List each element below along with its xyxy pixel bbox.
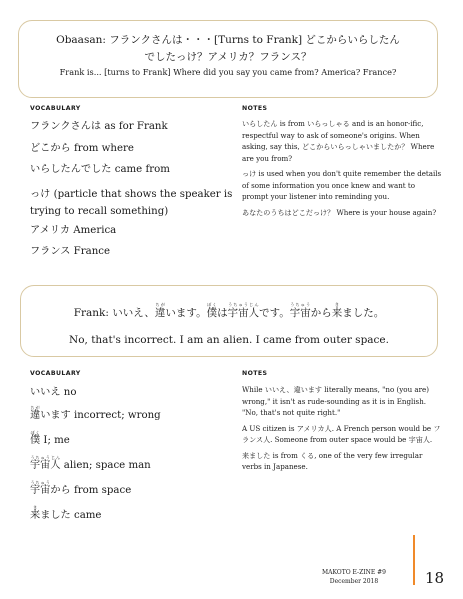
furigana: うちゅう: [30, 480, 51, 485]
furigana: ぼく: [206, 302, 218, 307]
english-translation: No, that's incorrect. I am an alien. I came from outer space.: [69, 334, 389, 346]
vocab-gloss: います incorrect; wrong: [40, 410, 161, 421]
vocabulary-heading: VOCABULARY: [30, 105, 81, 112]
japanese-text: ました。: [342, 307, 385, 319]
furigana: ぼく: [30, 430, 41, 435]
furigana-word: [227, 302, 260, 319]
notes-heading: NOTES: [242, 370, 268, 377]
furigana-word: [206, 302, 218, 319]
publication-date: December 2018: [329, 578, 379, 585]
vocab-gloss: ました came: [40, 510, 102, 521]
furigana: き: [30, 505, 41, 510]
furigana-word: [30, 455, 61, 471]
kanji: 宇宙人: [227, 307, 260, 319]
vocab-item: いらしたんでした came from: [30, 164, 170, 175]
kanji: 僕: [30, 435, 41, 446]
note-paragraph: While いいえ、違います literally means, "no (you are) wrong," it isn't as rude-sounding as it is in English. "No, that's not quite right.": [242, 385, 429, 417]
dialog-box-frank: [20, 285, 438, 357]
speaker-name: Obaasan:: [56, 34, 106, 46]
vocab-item: [30, 455, 235, 475]
furigana-word: [331, 302, 343, 319]
dialog-line: [19, 32, 437, 49]
vocab-item: [30, 505, 235, 525]
vocab-item: アメリカ America: [30, 224, 117, 236]
vocab-item: いいえ no: [30, 387, 77, 398]
footer-publication: [322, 568, 386, 586]
vocab-item: フランス France: [30, 246, 110, 257]
note-paragraph: っけ is used when you don't quite remember the details of some information you once knew and want to prompt your listener into reminding you.: [242, 169, 442, 201]
notes-heading: NOTES: [242, 105, 268, 112]
vocab-item: [30, 405, 235, 425]
japanese-text: から: [310, 307, 332, 319]
vocab-item: っけ (particle that shows the speaker is trying to recall something): [30, 188, 233, 217]
furigana: うちゅう: [289, 302, 311, 307]
vocab-item: [30, 480, 235, 500]
furigana: うちゅうじん: [30, 455, 61, 460]
furigana: ちが: [154, 302, 166, 307]
japanese-text: います。: [165, 307, 207, 319]
accent-divider: [413, 535, 415, 585]
note-paragraph: あなたのうちはどこだっけ？ Where is your house again?: [242, 207, 437, 217]
furigana-word: [154, 302, 166, 319]
japanese-text: フランクさんは・・・[Turns to Frank] どこからいらしたん: [105, 34, 400, 46]
vocab-item: どこから from where: [30, 142, 134, 154]
kanji: 僕: [206, 307, 218, 319]
furigana: ちが: [30, 405, 41, 410]
vocab-gloss: から from space: [50, 485, 132, 496]
page-number: 18: [425, 569, 445, 587]
kanji: 来: [30, 510, 41, 521]
dialog-box-obaasan: [18, 20, 438, 98]
kanji: 宇宙: [289, 307, 311, 319]
kanji: 違: [30, 410, 41, 421]
furigana-word: [289, 302, 311, 319]
vocab-gloss: I; me: [40, 435, 70, 446]
japanese-text: いいえ、: [108, 307, 155, 319]
speaker-name: Frank:: [73, 307, 109, 319]
note-paragraph: 来ました is from くる, one of the very few irregular verbs in Japanese.: [242, 450, 423, 471]
note-paragraph: A US citizen is アメリカ人. A French person would be フランス人. Someone from outer space would be 宇宙人.: [242, 423, 441, 444]
furigana-word: [30, 480, 51, 496]
furigana: うちゅうじん: [227, 302, 260, 307]
furigana-word: [30, 505, 41, 521]
note-paragraph: いらしたん is from いらっしゃる and is an honor-ific, respectful way to ask of someone's origins. When asking, say this, どこからいらっしゃいましたか？ Where are you from?: [242, 119, 435, 163]
vocab-item: フランクさんは as for Frank: [30, 121, 168, 132]
dialog-line: [21, 300, 437, 327]
vocab-gloss: alien; space man: [60, 460, 151, 471]
vocabulary-list: [30, 387, 235, 530]
notes-list: [242, 384, 442, 477]
japanese-text: です。: [259, 307, 290, 319]
kanji: 違: [154, 307, 166, 319]
publication-title: MAKOTO E-ZINE #9: [322, 569, 386, 576]
notes-list: [242, 118, 442, 222]
vocabulary-list: [30, 121, 235, 268]
furigana: き: [331, 302, 343, 307]
vocabulary-heading: VOCABULARY: [30, 370, 81, 377]
kanji: 来: [331, 307, 343, 319]
vocab-item: [30, 430, 235, 450]
japanese-text: は: [217, 307, 228, 319]
furigana-word: [30, 405, 41, 421]
japanese-text-continued: でしたっけ？アメリカ？フランス？: [144, 51, 312, 63]
kanji: 宇宙人: [30, 460, 61, 471]
kanji: 宇宙: [30, 485, 51, 496]
english-translation: Frank is... [turns to Frank] Where did you say you came from? America? France?: [59, 67, 397, 77]
furigana-word: [30, 430, 41, 446]
